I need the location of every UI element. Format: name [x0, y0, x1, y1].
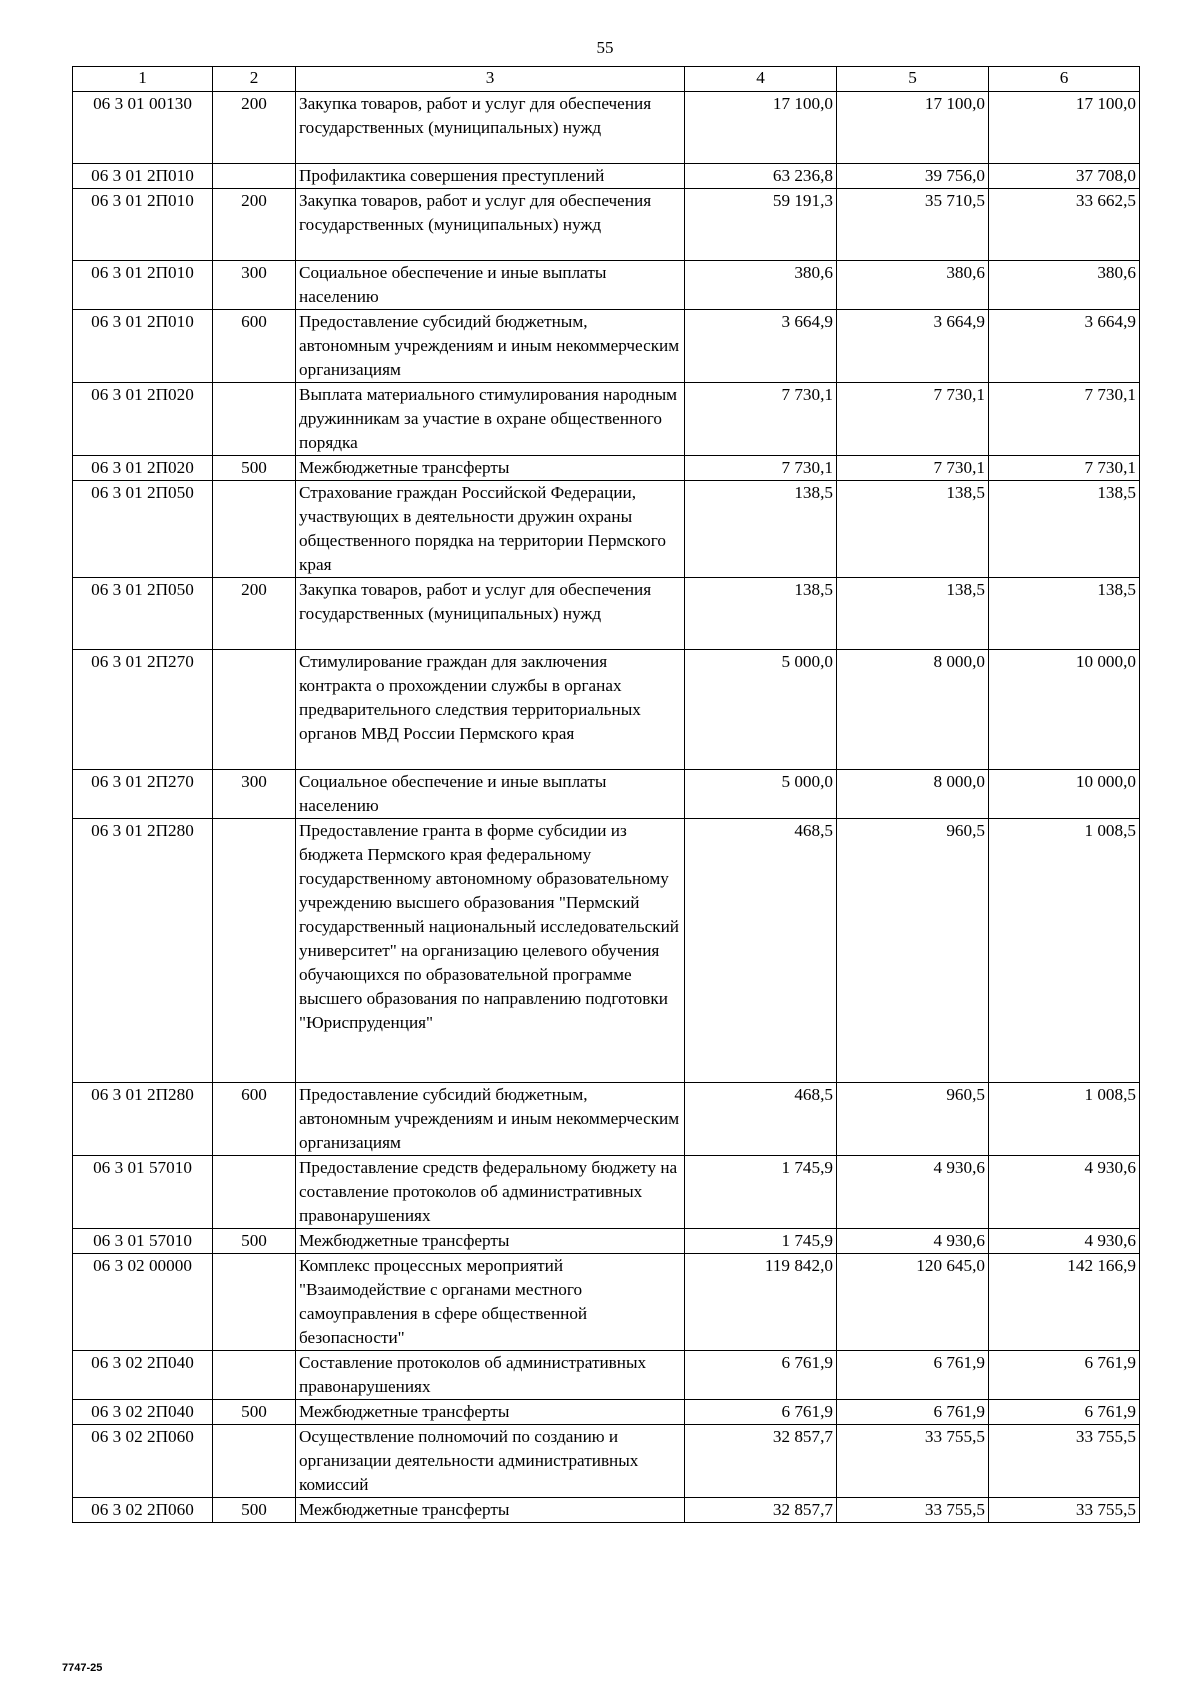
page-number: 55 [596, 38, 614, 57]
amount-col-6: 142 166,9 [989, 1254, 1140, 1351]
table-row [73, 310, 1140, 383]
table-row [73, 261, 1140, 310]
classification-code: 06 3 02 00000 [73, 1254, 213, 1351]
item-name: Закупка товаров, работ и услуг для обеспечения государственных (муниципальных) нужд [296, 92, 685, 164]
table-row [73, 1400, 1140, 1425]
item-name: Осуществление полномочий по созданию и организации деятельности административных комиссий [296, 1425, 685, 1498]
amount-col-6: 1 008,5 [989, 819, 1140, 1083]
amount-col-6: 7 730,1 [989, 456, 1140, 481]
classification-code: 06 3 01 2П020 [73, 383, 213, 456]
item-name: Выплата материального стимулирования народным дружинникам за участие в охране общественного порядка [296, 383, 685, 456]
item-name: Профилактика совершения преступлений [296, 164, 685, 189]
amount-col-4: 63 236,8 [685, 164, 837, 189]
item-name: Межбюджетные трансферты [296, 1498, 685, 1523]
classification-code: 06 3 01 2П050 [73, 481, 213, 578]
amount-col-6: 4 930,6 [989, 1156, 1140, 1229]
amount-col-5: 960,5 [837, 1083, 989, 1156]
amount-col-6: 138,5 [989, 481, 1140, 578]
amount-col-6: 6 761,9 [989, 1351, 1140, 1400]
classification-code: 06 3 02 2П060 [73, 1498, 213, 1523]
amount-col-5: 3 664,9 [837, 310, 989, 383]
amount-col-4: 32 857,7 [685, 1498, 837, 1523]
amount-col-4: 6 761,9 [685, 1400, 837, 1425]
item-name: Закупка товаров, работ и услуг для обеспечения государственных (муниципальных) нужд [296, 189, 685, 261]
amount-col-5: 6 761,9 [837, 1351, 989, 1400]
amount-col-5: 138,5 [837, 578, 989, 650]
budget-table [72, 66, 1140, 1523]
amount-col-4: 5 000,0 [685, 650, 837, 770]
item-name: Предоставление субсидий бюджетным, автономным учреждениям и иным некоммерческим организациям [296, 310, 685, 383]
table-row [73, 383, 1140, 456]
amount-col-4: 3 664,9 [685, 310, 837, 383]
table-row [73, 1254, 1140, 1351]
expense-type: 500 [213, 456, 296, 481]
classification-code: 06 3 01 2П010 [73, 261, 213, 310]
expense-type: 200 [213, 92, 296, 164]
table-row [73, 650, 1140, 770]
amount-col-5: 380,6 [837, 261, 989, 310]
amount-col-6: 1 008,5 [989, 1083, 1140, 1156]
table-row [73, 1229, 1140, 1254]
amount-col-6: 4 930,6 [989, 1229, 1140, 1254]
amount-col-5: 39 756,0 [837, 164, 989, 189]
amount-col-5: 4 930,6 [837, 1156, 989, 1229]
classification-code: 06 3 01 2П280 [73, 1083, 213, 1156]
expense-type: 200 [213, 189, 296, 261]
amount-col-6: 380,6 [989, 261, 1140, 310]
amount-col-4: 380,6 [685, 261, 837, 310]
amount-col-5: 8 000,0 [837, 770, 989, 819]
item-name: Предоставление средств федеральному бюджету на составление протоколов об административных правонарушениях [296, 1156, 685, 1229]
header-cell-4: 4 [685, 67, 837, 92]
amount-col-4: 468,5 [685, 1083, 837, 1156]
amount-col-6: 33 755,5 [989, 1498, 1140, 1523]
header-cell-3: 3 [296, 67, 685, 92]
amount-col-5: 35 710,5 [837, 189, 989, 261]
expense-type: 200 [213, 578, 296, 650]
amount-col-6: 33 662,5 [989, 189, 1140, 261]
amount-col-4: 1 745,9 [685, 1229, 837, 1254]
amount-col-5: 33 755,5 [837, 1425, 989, 1498]
expense-type: 500 [213, 1229, 296, 1254]
table-row [73, 819, 1140, 1083]
amount-col-6: 7 730,1 [989, 383, 1140, 456]
expense-type: 600 [213, 1083, 296, 1156]
expense-type: 300 [213, 261, 296, 310]
classification-code: 06 3 01 2П050 [73, 578, 213, 650]
amount-col-4: 32 857,7 [685, 1425, 837, 1498]
table-row [73, 92, 1140, 164]
expense-type [213, 164, 296, 189]
expense-type [213, 383, 296, 456]
table-row [73, 1351, 1140, 1400]
table-row [73, 456, 1140, 481]
expense-type [213, 1351, 296, 1400]
table-row [73, 481, 1140, 578]
classification-code: 06 3 01 2П010 [73, 310, 213, 383]
classification-code: 06 3 01 2П280 [73, 819, 213, 1083]
amount-col-6: 33 755,5 [989, 1425, 1140, 1498]
amount-col-5: 7 730,1 [837, 456, 989, 481]
amount-col-5: 6 761,9 [837, 1400, 989, 1425]
amount-col-4: 138,5 [685, 578, 837, 650]
item-name: Предоставление субсидий бюджетным, автономным учреждениям и иным некоммерческим организациям [296, 1083, 685, 1156]
amount-col-5: 4 930,6 [837, 1229, 989, 1254]
item-name: Составление протоколов об административных правонарушениях [296, 1351, 685, 1400]
table-body [73, 92, 1140, 1523]
item-name: Социальное обеспечение и иные выплаты населению [296, 261, 685, 310]
amount-col-5: 7 730,1 [837, 383, 989, 456]
amount-col-4: 5 000,0 [685, 770, 837, 819]
item-name: Межбюджетные трансферты [296, 1400, 685, 1425]
classification-code: 06 3 01 2П020 [73, 456, 213, 481]
amount-col-6: 17 100,0 [989, 92, 1140, 164]
table-row [73, 578, 1140, 650]
expense-type [213, 481, 296, 578]
amount-col-6: 10 000,0 [989, 770, 1140, 819]
item-name: Межбюджетные трансферты [296, 1229, 685, 1254]
classification-code: 06 3 02 2П040 [73, 1351, 213, 1400]
table-header-row [73, 67, 1140, 92]
classification-code: 06 3 01 2П010 [73, 189, 213, 261]
table-row [73, 770, 1140, 819]
classification-code: 06 3 01 57010 [73, 1156, 213, 1229]
classification-code: 06 3 01 2П270 [73, 650, 213, 770]
item-name: Предоставление гранта в форме субсидии из бюджета Пермского края федеральному государственному автономному образовательному учреждению высшего образования "Пермский государственный национальный исследовательский университет" на организацию целевого обучения обучающихся по образовательной программе высшего образования по направлению подготовки "Юриспруденция" [296, 819, 685, 1083]
expense-type: 600 [213, 310, 296, 383]
amount-col-4: 59 191,3 [685, 189, 837, 261]
amount-col-5: 960,5 [837, 819, 989, 1083]
amount-col-6: 3 664,9 [989, 310, 1140, 383]
expense-type: 500 [213, 1498, 296, 1523]
amount-col-4: 6 761,9 [685, 1351, 837, 1400]
expense-type [213, 650, 296, 770]
table-row [73, 1425, 1140, 1498]
document-id: 7747-25 [62, 1662, 103, 1674]
table-row [73, 164, 1140, 189]
header-cell-2: 2 [213, 67, 296, 92]
table-row [73, 1156, 1140, 1229]
classification-code: 06 3 01 57010 [73, 1229, 213, 1254]
table-row [73, 1498, 1140, 1523]
amount-col-6: 138,5 [989, 578, 1140, 650]
expense-type [213, 819, 296, 1083]
item-name: Социальное обеспечение и иные выплаты населению [296, 770, 685, 819]
header-cell-1: 1 [73, 67, 213, 92]
expense-type: 500 [213, 1400, 296, 1425]
item-name: Комплекс процессных мероприятий "Взаимодействие с органами местного самоуправления в сфере общественной безопасности" [296, 1254, 685, 1351]
amount-col-4: 119 842,0 [685, 1254, 837, 1351]
amount-col-4: 1 745,9 [685, 1156, 837, 1229]
amount-col-5: 8 000,0 [837, 650, 989, 770]
amount-col-6: 6 761,9 [989, 1400, 1140, 1425]
amount-col-4: 138,5 [685, 481, 837, 578]
amount-col-5: 138,5 [837, 481, 989, 578]
amount-col-4: 468,5 [685, 819, 837, 1083]
amount-col-4: 7 730,1 [685, 383, 837, 456]
item-name: Страхование граждан Российской Федерации, участвующих в деятельности дружин охраны общественного порядка на территории Пермского края [296, 481, 685, 578]
amount-col-4: 7 730,1 [685, 456, 837, 481]
header-cell-5: 5 [837, 67, 989, 92]
expense-type: 300 [213, 770, 296, 819]
item-name: Закупка товаров, работ и услуг для обеспечения государственных (муниципальных) нужд [296, 578, 685, 650]
table-row [73, 189, 1140, 261]
amount-col-6: 37 708,0 [989, 164, 1140, 189]
header-cell-6: 6 [989, 67, 1140, 92]
classification-code: 06 3 02 2П060 [73, 1425, 213, 1498]
amount-col-5: 120 645,0 [837, 1254, 989, 1351]
table-row [73, 1083, 1140, 1156]
classification-code: 06 3 01 2П010 [73, 164, 213, 189]
expense-type [213, 1425, 296, 1498]
classification-code: 06 3 01 2П270 [73, 770, 213, 819]
expense-type [213, 1156, 296, 1229]
amount-col-5: 33 755,5 [837, 1498, 989, 1523]
amount-col-6: 10 000,0 [989, 650, 1140, 770]
classification-code: 06 3 01 00130 [73, 92, 213, 164]
classification-code: 06 3 02 2П040 [73, 1400, 213, 1425]
expense-type [213, 1254, 296, 1351]
amount-col-5: 17 100,0 [837, 92, 989, 164]
amount-col-4: 17 100,0 [685, 92, 837, 164]
item-name: Стимулирование граждан для заключения контракта о прохождении службы в органах предварительного следствия территориальных органов МВД России Пермского края [296, 650, 685, 770]
item-name: Межбюджетные трансферты [296, 456, 685, 481]
